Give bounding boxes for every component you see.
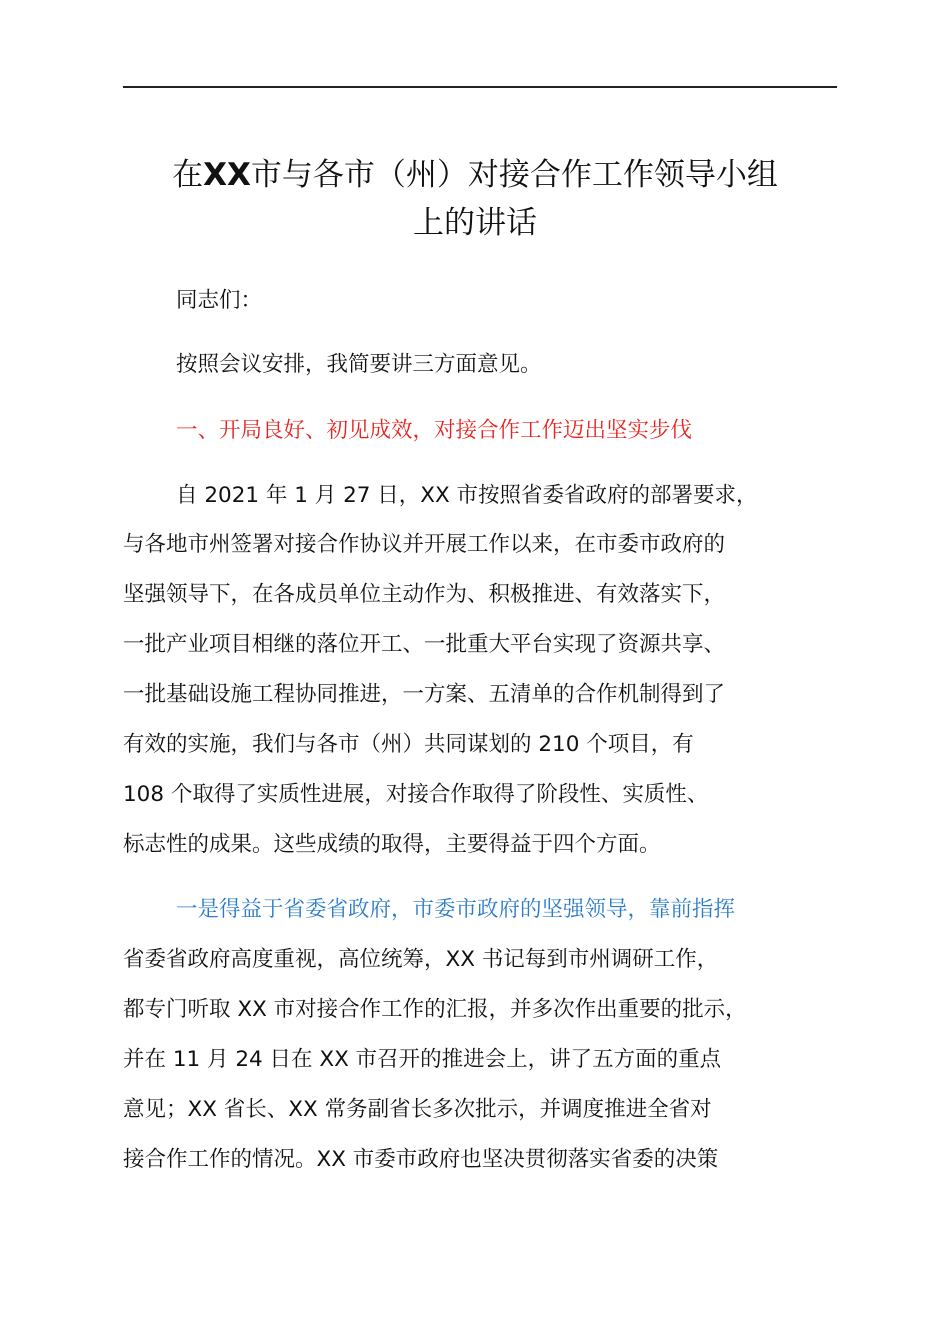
para2-line: 意见；XX 省长、XX 常务副省长多次批示，并调度推进全省对 xyxy=(123,1097,712,1122)
header-rule xyxy=(123,86,837,88)
title-bold-xx: XX xyxy=(203,157,251,193)
para1-line: 一批基础设施工程协同推进，一方案、五清单的合作机制得到了 xyxy=(123,682,726,707)
title-prefix: 在 xyxy=(172,157,204,193)
para1-line: 与各地市州签署对接合作协议并开展工作以来，在市委市政府的 xyxy=(123,532,726,557)
document-title-line-1 xyxy=(100,151,850,199)
para2-line: 都专门听取 XX 市对接合作工作的汇报，并多次作出重要的批示， xyxy=(123,997,747,1022)
para2-line: 并在 11 月 24 日在 XX 市召开的推进会上，讲了五方面的重点 xyxy=(123,1047,722,1072)
para1-line: 自 2021 年 1 月 27 日，XX 市按照省委省政府的部署要求， xyxy=(176,483,758,508)
para2-line: 省委省政府高度重视，高位统筹，XX 书记每到市州调研工作， xyxy=(123,947,719,972)
para2-line: 接合作工作的情况。XX 市委市政府也坚决贯彻落实省委的决策 xyxy=(123,1147,719,1172)
salutation: 同志们： xyxy=(176,288,263,313)
intro-paragraph: 按照会议安排，我简要讲三方面意见。 xyxy=(176,352,542,377)
para1-line: 标志性的成果。这些成绩的取得，主要得益于四个方面。 xyxy=(123,832,661,857)
para1-line: 一批产业项目相继的落位开工、一批重大平台实现了资源共享、 xyxy=(123,632,726,657)
section-heading-1: 一、开局良好、初见成效，对接合作工作迈出坚实步伐 xyxy=(176,418,693,443)
subheading-1: 一是得益于省委省政府，市委市政府的坚强领导，靠前指挥 xyxy=(176,897,736,922)
para1-line: 坚强领导下，在各成员单位主动作为、积极推进、有效落实下， xyxy=(123,582,726,607)
para1-line: 有效的实施，我们与各市（州）共同谋划的 210 个项目，有 xyxy=(123,732,694,757)
document-title-line-2: 上的讲话 xyxy=(413,205,537,241)
title-rest: 市与各市（州）对接合作工作领导小组 xyxy=(250,157,778,193)
para1-line: 108 个取得了实质性进展，对接合作取得了阶段性、实质性、 xyxy=(123,782,709,807)
